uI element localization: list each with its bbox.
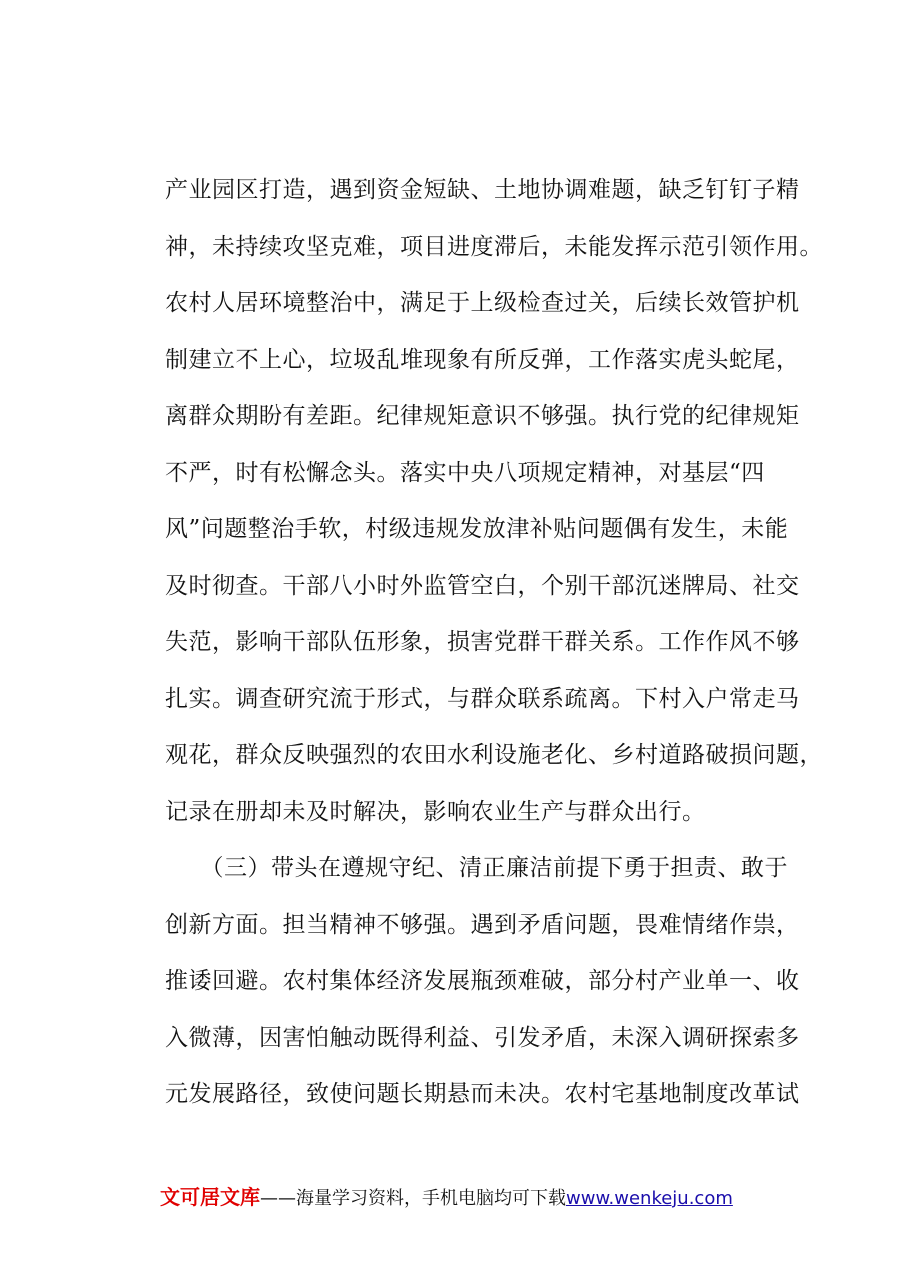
body-text bbox=[165, 162, 823, 1123]
text-line: 失范，影响干部队伍形象，损害党群干群关系。工作作风不够 bbox=[165, 629, 800, 655]
footer-banner bbox=[160, 1182, 733, 1214]
text-line: 产业园区打造，遇到资金短缺、土地协调难题，缺乏钉钉子精 bbox=[165, 177, 800, 203]
text-line: 记录在册却未及时解决，影响农业生产与群众出行。 bbox=[165, 798, 706, 825]
text-line: 及时彻查。干部八小时外监管空白，个别干部沉迷牌局、社交 bbox=[165, 572, 800, 599]
text-line: 入微薄，因害怕触动既得利益、引发矛盾，未深入调研探索多 bbox=[165, 1024, 800, 1051]
text-line: 制建立不上心，垃圾乱堆现象有所反弹，工作落实虎头蛇尾， bbox=[165, 346, 800, 373]
text-line: 观花，群众反映强烈的农田水利设施老化、乡村道路破损问题， bbox=[165, 742, 823, 768]
text-line: 元发展路径，致使问题长期悬而未决。农村宅基地制度改革试 bbox=[165, 1081, 800, 1107]
text-line: 风”问题整治手软，村级违规发放津补贴问题偶有发生，未能 bbox=[165, 516, 789, 542]
text-line: 神，未持续攻坚克难，项目进度滞后，未能发挥示范引领作用。 bbox=[165, 233, 823, 260]
text-line: 离群众期盼有差距。纪律规矩意识不够强。执行党的纪律规矩 bbox=[165, 403, 800, 429]
text-line: 扎实。调查研究流于形式，与群众联系疏离。下村入户常走马 bbox=[165, 685, 800, 712]
section-heading-line: （三）带头在遵规守纪、清正廉洁前提下勇于担责、敢于 bbox=[165, 855, 788, 881]
footer-brand: 文可居文库 bbox=[160, 1185, 260, 1209]
footer-link[interactable]: www.wenkeju.com bbox=[566, 1188, 733, 1209]
text-line: 创新方面。担当精神不够强。遇到矛盾问题，畏难情绪作祟， bbox=[165, 911, 800, 938]
text-line: 推诿回避。农村集体经济发展瓶颈难破，部分村产业单一、收 bbox=[165, 968, 800, 994]
footer-tagline: ——海量学习资料，手机电脑均可下载 bbox=[260, 1188, 566, 1209]
text-line: 农村人居环境整治中，满足于上级检查过关，后续长效管护机 bbox=[165, 290, 800, 316]
text-line: 不严，时有松懈念头。落实中央八项规定精神，对基层“四 bbox=[165, 459, 765, 486]
